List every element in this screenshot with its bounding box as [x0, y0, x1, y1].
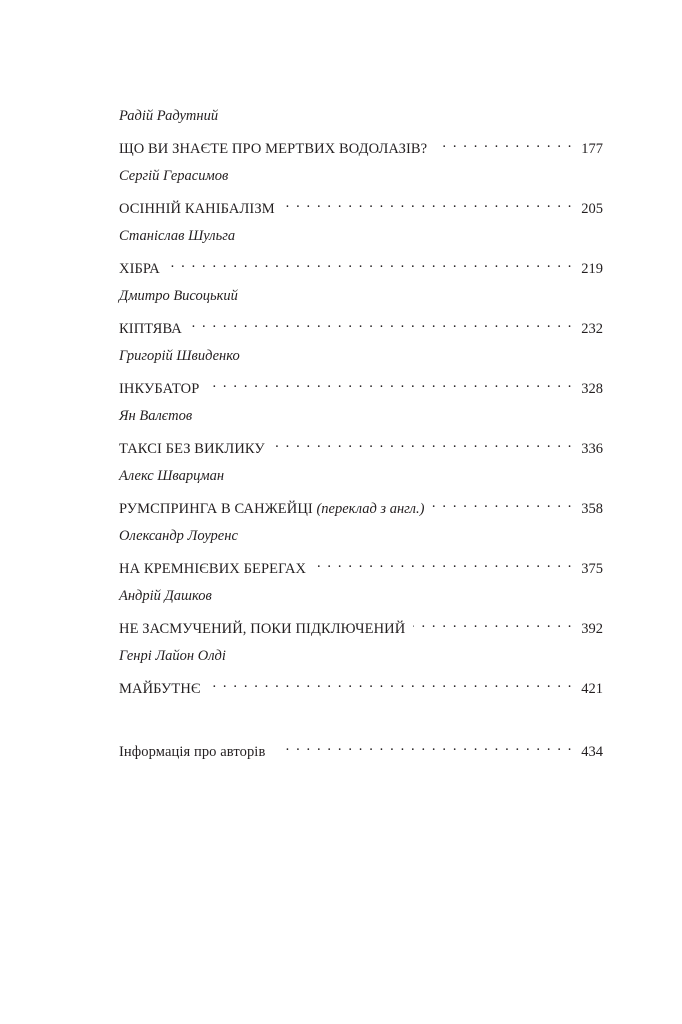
page-number: 328 [581, 381, 603, 397]
toc-line [119, 553, 603, 579]
toc-entry[interactable] [119, 346, 603, 406]
leader-dots [168, 253, 573, 273]
author-name: Алекс Шварцман [119, 468, 225, 484]
toc-line [119, 133, 603, 159]
page-number: 205 [581, 201, 603, 217]
author-name: Сергій Герасимов [119, 168, 229, 184]
story-title: МАЙБУТНЄ [119, 681, 201, 697]
page-number: 232 [581, 321, 603, 337]
story-title: ЩО ВИ ЗНАЄТЕ ПРО МЕРТВИХ ВОДОЛАЗІВ? [119, 141, 428, 157]
toc-entry[interactable] [119, 106, 603, 166]
toc-entry[interactable] [119, 466, 603, 526]
leader-dots [207, 373, 573, 393]
toc-line [119, 613, 603, 639]
toc-line [119, 193, 603, 219]
author-name: Станіслав Шульга [119, 228, 236, 244]
author-name: Радій Радутний [119, 108, 219, 124]
leader-dots [413, 613, 573, 633]
page-number: 392 [581, 621, 603, 637]
toc-entry[interactable] [119, 586, 603, 646]
page-number: 177 [581, 141, 603, 157]
page-number: 336 [581, 441, 603, 457]
leader-dots [432, 493, 573, 513]
authors-info-title: Інформація про авторів [119, 744, 266, 760]
author-name: Ян Валєтов [119, 408, 193, 424]
story-title: ТАКСІ БЕЗ ВИКЛИКУ [119, 441, 265, 457]
page-number: 434 [581, 744, 603, 760]
author-name: Андрій Дашков [119, 588, 212, 604]
leader-dots [283, 193, 573, 213]
table-of-contents [119, 106, 603, 706]
leader-dots [190, 313, 573, 333]
story-title: ІНКУБАТОР [119, 381, 200, 397]
toc-entry-authors-info[interactable] [119, 736, 603, 762]
toc-line [119, 493, 603, 519]
page-number: 375 [581, 561, 603, 577]
story-title: ОСІННІЙ КАНІБАЛІЗМ [119, 201, 275, 217]
story-title: ХІБРА [119, 261, 160, 277]
toc-entry[interactable] [119, 226, 603, 286]
leader-dots [435, 133, 573, 153]
toc-line [119, 373, 603, 399]
toc-line [119, 433, 603, 459]
page-number: 421 [581, 681, 603, 697]
story-title: НЕ ЗАСМУЧЕНИЙ, ПОКИ ПІДКЛЮЧЕНИЙ [119, 621, 406, 637]
page-number: 219 [581, 261, 603, 277]
leader-dots [273, 433, 573, 453]
story-title: КІПТЯВА [119, 321, 182, 337]
leader-dots [285, 736, 573, 756]
author-name: Генрі Лайон Олді [119, 648, 226, 664]
author-name: Дмитро Висоцький [119, 288, 238, 304]
author-name: Григорій Швиденко [119, 348, 240, 364]
toc-line [119, 673, 603, 699]
author-name: Олександр Лоуренс [119, 528, 238, 544]
toc-entry[interactable] [119, 166, 603, 226]
toc-entry[interactable] [119, 286, 603, 346]
toc-entry[interactable] [119, 646, 603, 706]
toc-entry[interactable] [119, 526, 603, 586]
leader-dots [209, 673, 573, 693]
page-number: 358 [581, 501, 603, 517]
translation-note: (переклад з англ.) [316, 501, 425, 517]
toc-line [119, 253, 603, 279]
story-title: НА КРЕМНІЄВИХ БЕРЕГАХ [119, 561, 307, 577]
leader-dots [314, 553, 573, 573]
toc-line [119, 313, 603, 339]
toc-entry[interactable] [119, 406, 603, 466]
story-title: РУМСПРИНГА В САНЖЕЙЦІ [119, 501, 313, 517]
